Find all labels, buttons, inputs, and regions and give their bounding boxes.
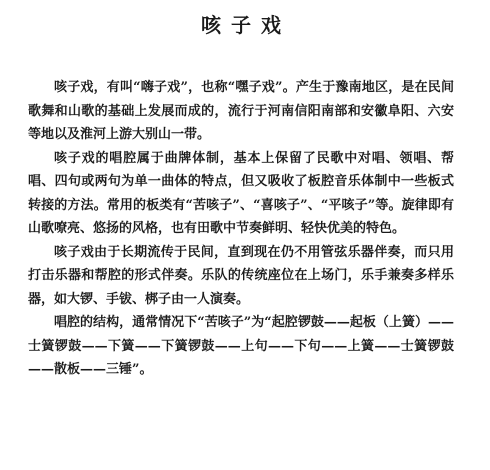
document-title: 咳子戏	[201, 13, 291, 37]
document-body	[28, 76, 454, 382]
paragraph-3: 咳子戏由于长期流传于民间，直到现在仍不用管弦乐器伴奏，而只用打击乐器和帮腔的形式伴奏。乐队的传统座位在上场门，乐手兼奏多样乐器，如大锣、手钹、梆子由一人演奏。	[28, 244, 454, 307]
paragraph-2: 咳子戏的唱腔属于曲牌体制，基本上保留了民歌中对唱、领唱、帮唱、四句或两句为单一曲体的特点，但又吸收了板腔音乐体制中一些板式转接的方法。常用的板类有“苦咳子”、“喜咳子”、“平咳子”等。旋律即有山歌嘹亮、悠扬的风格，也有田歌中节奏鲜明、轻快优美的特色。	[28, 150, 454, 236]
paragraph-4: 唱腔的结构，通常情况下“苦咳子”为“起腔锣鼓——起板（上簧）——士簧锣鼓——下簧——下簧锣鼓——上句——下句——上簧——士簧锣鼓——散板——三锤”。	[28, 315, 454, 377]
paragraph-1: 咳子戏，有叫“嗨子戏”，也称“嘿子戏”。产生于豫南地区，是在民间歌舞和山歌的基础上发展而成的，流行于河南信阳南部和安徽阜阳、六安等地以及淮河上游大别山一带。	[28, 80, 454, 142]
